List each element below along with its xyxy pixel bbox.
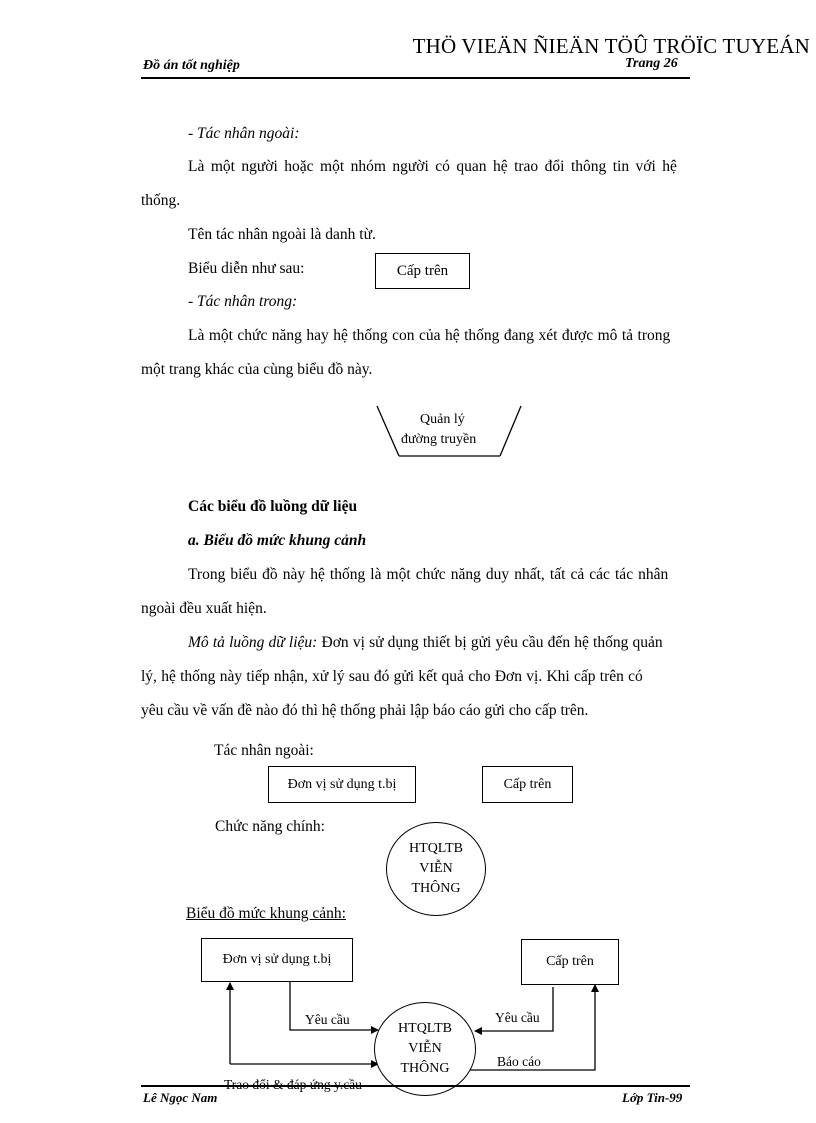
- paragraph-line: Là một người hoặc một nhóm người có quan hệ trao đổi thông tin với hệ: [188, 158, 677, 175]
- heading-internal-actor: - Tác nhân trong:: [188, 293, 298, 310]
- paragraph-line: Tên tác nhân ngoài là danh từ.: [188, 226, 376, 243]
- flow-label-request-left: Yêu cầu: [305, 1012, 350, 1027]
- paragraph-line: một trang khác của cùng biểu đồ này.: [141, 361, 373, 378]
- paragraph-line: yêu cầu về vấn đề nào đó thì hệ thống phải lập báo cáo gửi cho cấp trên.: [141, 702, 589, 719]
- process-label-line3: THÔNG: [411, 881, 461, 896]
- legend-box-unit: Đơn vị sử dụng t.bị: [268, 766, 416, 803]
- context-diagram-title: Biểu đồ mức khung cảnh:: [186, 905, 346, 922]
- paragraph-line: lý, hệ thống này tiếp nhận, xử lý sau đó gửi kết quả cho Đơn vị. Khi cấp trên có: [141, 668, 643, 685]
- paragraph-line: Là một chức năng hay hệ thống con của hệ thống đang xét được mô tả trong: [188, 327, 671, 344]
- context-box-unit: Đơn vị sử dụng t.bị: [201, 938, 353, 982]
- external-actor-label: Tác nhân ngoài:: [214, 742, 314, 759]
- flow-description-lead: Mô tả luồng dữ liệu:: [188, 634, 318, 651]
- process-label-line1: HTQLTB: [409, 841, 463, 856]
- process-label-line1: HTQLTB: [398, 1021, 452, 1036]
- header-document-type: Đồ án tốt nghiệp: [143, 58, 240, 73]
- footer-author: Lê Ngọc Nam: [143, 1090, 218, 1105]
- header-title: THÖ VIEÄN ÑIEÄN TÖÛ TRÖÏC TUYEÁN: [412, 34, 810, 58]
- flow-label-report: Báo cáo: [497, 1054, 541, 1069]
- process-label-line2: VIỄN: [408, 1041, 442, 1056]
- paragraph-line: Trong biểu đồ này hệ thống là một chức năng duy nhất, tất cả các tác nhân: [188, 566, 669, 583]
- footer-rule: [141, 1085, 690, 1087]
- flow-label-request-right: Yêu cầu: [495, 1010, 540, 1025]
- context-process-ellipse: [374, 1002, 476, 1096]
- trapezoid-label-line2: đường truyền: [401, 432, 477, 447]
- paragraph-line: Biểu diễn như sau:: [188, 260, 305, 277]
- trapezoid-label-line1: Quản lý: [420, 412, 465, 427]
- context-box-superior: Cấp trên: [521, 939, 619, 985]
- heading-external-actor: - Tác nhân ngoài:: [188, 125, 300, 142]
- main-function-label: Chức năng chính:: [215, 818, 325, 835]
- flow-description-text: Đơn vị sử dụng thiết bị gửi yêu cầu đến hệ thống quản: [321, 634, 663, 651]
- process-label-line3: THÔNG: [400, 1061, 450, 1076]
- subsection-title: a. Biểu đồ mức khung cảnh: [188, 532, 367, 549]
- paragraph-line: thống.: [141, 192, 181, 209]
- paragraph-line: ngoài đều xuất hiện.: [141, 600, 267, 617]
- footer-class: Lớp Tin-99: [622, 1090, 683, 1105]
- header-page-number: Trang 26: [625, 56, 678, 71]
- example-external-box: Cấp trên: [375, 253, 470, 289]
- legend-box-superior: Cấp trên: [482, 766, 573, 803]
- process-label-line2: VIỄN: [419, 861, 453, 876]
- section-title: Các biểu đồ luồng dữ liệu: [188, 498, 358, 515]
